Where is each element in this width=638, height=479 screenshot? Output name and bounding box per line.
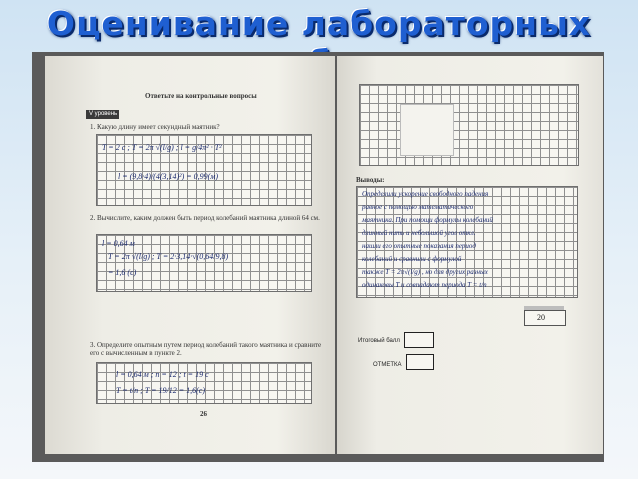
conclusion-line-1: Определили ускорение свободного падения	[362, 190, 489, 198]
question-1: 1. Какую длину имеет секундный маятник?	[90, 123, 220, 131]
answer-2-line-3: = 1,6 (c)	[108, 268, 137, 277]
conclusion-line-5: нашли его опытные показания период	[362, 242, 476, 250]
conclusion-line-3: маятника. При помощи формулы колебаний	[362, 216, 493, 224]
slide-title: Оценивание лабораторных	[46, 4, 592, 43]
conclusion-line-2: равное с помощью математического	[362, 203, 474, 211]
answer-1-line-1: T = 2 c ; T = 2π √(l/g) ; l = g/4π² · T²	[102, 143, 222, 152]
answer-2-line-1: l = 0,64 м	[102, 239, 135, 248]
answer-3-line-1: l = 0,64 м ; n = 12 ; t = 19 c	[116, 370, 209, 379]
grade-label: ОТМЕТКА	[373, 362, 402, 368]
left-page-heading: Ответьте на контрольные вопросы	[145, 92, 257, 100]
page-number: 26	[200, 410, 207, 418]
conclusion-line-8: одинаковы T и совпадают периода T = t/n	[362, 281, 487, 289]
answer-2-line-2: T = 2π √(l/g) ; T = 2·3,14·√(0,64/9,8)	[108, 252, 229, 261]
conclusions-label: Выводы:	[356, 176, 385, 184]
score-label: Итоговый балл	[358, 338, 400, 344]
paste-area	[400, 104, 454, 156]
answer-1-line-2: l = (9,8·4)/(4(3,14)²) = 0,99(м)	[118, 172, 219, 181]
conclusion-line-7: также T = 2π√(l/g) , но для других разных	[362, 268, 488, 276]
answer-3-line-2: T = t/n ; T = 19/12 = 1,6(c)	[116, 386, 206, 395]
conclusion-line-4: длинный нить и небольшой угол откл.	[362, 229, 476, 237]
points-table	[524, 310, 566, 326]
top-grid	[359, 84, 579, 166]
answer-grid-3	[96, 362, 312, 404]
level-badge: V уровень	[86, 110, 119, 119]
score-box	[404, 332, 434, 348]
conclusion-line-6: колебаний и сравнили с формулой	[362, 255, 462, 263]
question-2: 2. Вычислите, каким должен быть период колебаний маятника длиной 64 см.	[90, 214, 320, 222]
points-value: 20	[537, 313, 545, 322]
grade-box	[406, 354, 434, 370]
question-3: 3. Определите опытным путем период колебаний такого маятника и сравните его с вычисленным в пункте 2.	[90, 341, 322, 357]
